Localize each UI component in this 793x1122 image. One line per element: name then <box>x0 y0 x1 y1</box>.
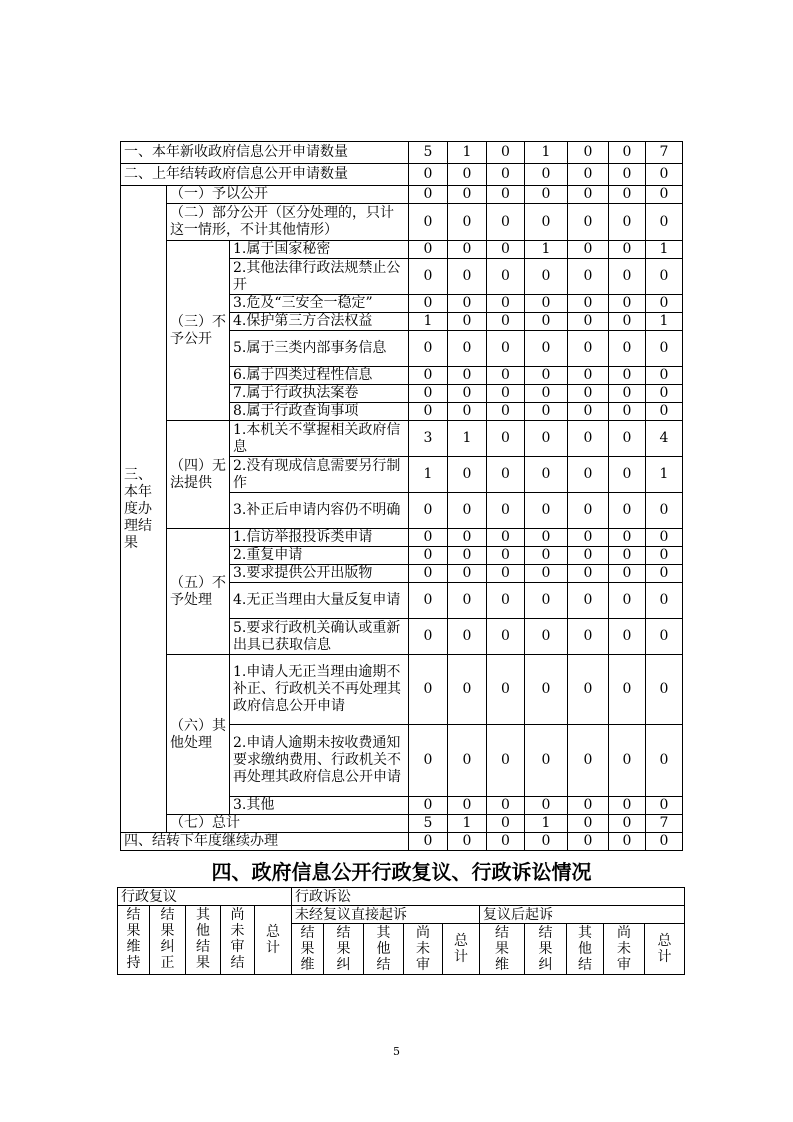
value-cell: 0 <box>448 295 487 313</box>
value-cell: 0 <box>646 331 683 367</box>
value-cell: 0 <box>646 547 683 565</box>
value-cell: 0 <box>448 619 487 655</box>
row-label: 6.属于四类过程性信息 <box>230 367 409 385</box>
value-cell: 0 <box>487 295 525 313</box>
value-cell: 0 <box>487 241 525 259</box>
review-col-0: 结果维持 <box>118 906 150 975</box>
value-cell: 0 <box>568 457 609 493</box>
value-cell: 0 <box>646 493 683 529</box>
group-label-g5: （五）不予处理 <box>167 529 230 655</box>
row-label: 3.其他 <box>230 797 409 815</box>
value-cell: 0 <box>448 529 487 547</box>
value-cell: 0 <box>568 725 609 797</box>
value-cell: 0 <box>409 164 448 186</box>
value-cell: 0 <box>525 619 568 655</box>
row-label: 4.无正当理由大量反复申请 <box>230 583 409 619</box>
value-cell: 0 <box>487 493 525 529</box>
row-label: 3.补正后申请内容仍不明确 <box>230 493 409 529</box>
value-cell: 0 <box>646 619 683 655</box>
value-cell: 0 <box>487 259 525 295</box>
value-cell: 1 <box>409 313 448 331</box>
review-litigation-table <box>117 887 685 975</box>
value-cell: 0 <box>525 367 568 385</box>
value-cell: 0 <box>487 725 525 797</box>
after-col-0: 结果维 <box>480 924 525 975</box>
value-cell: 0 <box>525 529 568 547</box>
value-cell: 0 <box>568 295 609 313</box>
value-cell: 1 <box>646 241 683 259</box>
group-label-g6: （六）其他处理 <box>167 655 230 815</box>
row-label: 四、结转下年度继续办理 <box>121 833 409 851</box>
value-cell: 0 <box>609 204 646 241</box>
value-cell: 0 <box>525 331 568 367</box>
direct-col-2: 其他结 <box>364 924 404 975</box>
value-cell: 0 <box>487 457 525 493</box>
value-cell: 0 <box>487 797 525 815</box>
value-cell: 0 <box>409 797 448 815</box>
value-cell: 0 <box>487 583 525 619</box>
page-number: 5 <box>393 1045 400 1058</box>
value-cell: 0 <box>448 331 487 367</box>
value-cell: 0 <box>609 797 646 815</box>
value-cell: 0 <box>609 385 646 403</box>
value-cell: 0 <box>646 186 683 204</box>
row-carry-forward <box>121 833 683 851</box>
value-cell: 0 <box>609 583 646 619</box>
value-cell: 0 <box>646 725 683 797</box>
group-label-g3: （三）不予公开 <box>167 241 230 421</box>
value-cell: 7 <box>646 142 683 164</box>
value-cell: 0 <box>409 403 448 421</box>
section-four-heading: 四、政府信息公开行政复议、行政诉讼情况 <box>211 860 592 884</box>
value-cell: 0 <box>525 295 568 313</box>
value-cell: 0 <box>568 619 609 655</box>
value-cell: 1 <box>525 815 568 833</box>
row-g2 <box>121 204 683 241</box>
value-cell: 0 <box>525 493 568 529</box>
row-label: 2.没有现成信息需要另行制作 <box>230 457 409 493</box>
row-label: 2.重复申请 <box>230 547 409 565</box>
after-col-2: 其他结 <box>567 924 604 975</box>
value-cell: 0 <box>448 164 487 186</box>
value-cell: 0 <box>487 403 525 421</box>
value-cell: 0 <box>409 367 448 385</box>
after-col-3: 尚未审 <box>604 924 645 975</box>
value-cell: 0 <box>609 295 646 313</box>
value-cell: 0 <box>646 204 683 241</box>
value-cell: 0 <box>646 295 683 313</box>
value-cell: 0 <box>487 421 525 457</box>
value-cell: 0 <box>409 385 448 403</box>
value-cell: 0 <box>609 725 646 797</box>
row-new-requests <box>121 142 683 164</box>
value-cell: 0 <box>487 142 525 164</box>
value-cell: 0 <box>568 241 609 259</box>
value-cell: 0 <box>646 565 683 583</box>
value-cell: 0 <box>568 421 609 457</box>
value-cell: 0 <box>525 204 568 241</box>
value-cell: 0 <box>646 367 683 385</box>
value-cell: 5 <box>409 815 448 833</box>
value-cell: 0 <box>609 457 646 493</box>
value-cell: 0 <box>409 186 448 204</box>
value-cell: 0 <box>609 313 646 331</box>
value-cell: 0 <box>487 529 525 547</box>
value-cell: 0 <box>568 529 609 547</box>
value-cell: 0 <box>568 186 609 204</box>
value-cell: 0 <box>568 142 609 164</box>
direct-col-total: 总计 <box>443 924 480 975</box>
value-cell: 0 <box>525 797 568 815</box>
value-cell: 0 <box>487 619 525 655</box>
row-label: 1.属于国家秘密 <box>230 241 409 259</box>
value-cell: 0 <box>609 331 646 367</box>
value-cell: 0 <box>646 403 683 421</box>
value-cell: 0 <box>409 529 448 547</box>
row-label: 二、上年结转政府信息公开申请数量 <box>121 164 409 186</box>
value-cell: 0 <box>409 565 448 583</box>
value-cell: 0 <box>525 259 568 295</box>
value-cell: 1 <box>448 142 487 164</box>
value-cell: 1 <box>448 815 487 833</box>
value-cell: 0 <box>568 367 609 385</box>
value-cell: 0 <box>487 833 525 851</box>
value-cell: 0 <box>487 331 525 367</box>
value-cell: 0 <box>609 565 646 583</box>
value-cell: 1 <box>448 421 487 457</box>
value-cell: 0 <box>646 583 683 619</box>
value-cell: 0 <box>646 833 683 851</box>
value-cell: 0 <box>609 815 646 833</box>
value-cell: 0 <box>487 204 525 241</box>
value-cell: 0 <box>568 164 609 186</box>
value-cell: 0 <box>525 725 568 797</box>
value-cell: 0 <box>448 833 487 851</box>
value-cell: 0 <box>609 493 646 529</box>
after-review-suit-header: 复议后起诉 <box>480 906 685 924</box>
value-cell: 0 <box>646 164 683 186</box>
value-cell: 0 <box>448 313 487 331</box>
value-cell: 1 <box>646 457 683 493</box>
row-g6-1 <box>121 655 683 725</box>
direct-suit-header: 未经复议直接起诉 <box>292 906 480 924</box>
value-cell: 0 <box>487 164 525 186</box>
review-col-total: 总计 <box>255 906 292 975</box>
value-cell: 0 <box>409 655 448 725</box>
value-cell: 0 <box>448 797 487 815</box>
value-cell: 0 <box>568 259 609 295</box>
value-cell: 0 <box>568 313 609 331</box>
value-cell: 0 <box>609 619 646 655</box>
value-cell: 0 <box>448 457 487 493</box>
value-cell: 0 <box>448 583 487 619</box>
value-cell: 0 <box>487 186 525 204</box>
value-cell: 0 <box>609 367 646 385</box>
value-cell: 0 <box>409 547 448 565</box>
value-cell: 0 <box>448 725 487 797</box>
value-cell: 0 <box>525 403 568 421</box>
value-cell: 5 <box>409 142 448 164</box>
value-cell: 0 <box>448 565 487 583</box>
row-label: （二）部分公开（区分处理的，只计这一情形，不计其他情形） <box>167 204 409 241</box>
value-cell: 0 <box>409 241 448 259</box>
value-cell: 3 <box>409 421 448 457</box>
row-g5-1 <box>121 529 683 547</box>
value-cell: 0 <box>568 493 609 529</box>
value-cell: 0 <box>609 164 646 186</box>
after-col-1: 结果纠 <box>525 924 567 975</box>
value-cell: 0 <box>525 457 568 493</box>
row-label: 1.申请人无正当理由逾期不补正、行政机关不再处理其政府信息公开申请 <box>230 655 409 725</box>
row-g4-1 <box>121 421 683 457</box>
value-cell: 0 <box>525 655 568 725</box>
value-cell: 0 <box>525 186 568 204</box>
value-cell: 0 <box>487 565 525 583</box>
value-cell: 0 <box>487 815 525 833</box>
value-cell: 0 <box>609 421 646 457</box>
value-cell: 0 <box>609 403 646 421</box>
group-label-g4: （四）无法提供 <box>167 421 230 529</box>
value-cell: 0 <box>525 385 568 403</box>
value-cell: 0 <box>487 367 525 385</box>
value-cell: 0 <box>568 331 609 367</box>
section-three-label: 三、本年度办理结果 <box>121 186 167 833</box>
value-cell: 1 <box>525 241 568 259</box>
value-cell: 0 <box>568 583 609 619</box>
value-cell: 0 <box>409 331 448 367</box>
row-label: 5.属于三类内部事务信息 <box>230 331 409 367</box>
value-cell: 0 <box>487 547 525 565</box>
review-col-1: 结果纠正 <box>150 906 186 975</box>
value-cell: 0 <box>568 547 609 565</box>
value-cell: 0 <box>646 655 683 725</box>
value-cell: 0 <box>409 725 448 797</box>
value-cell: 0 <box>646 385 683 403</box>
admin-litigation-header: 行政诉讼 <box>292 888 685 906</box>
value-cell: 0 <box>646 529 683 547</box>
row-label: 8.属于行政查询事项 <box>230 403 409 421</box>
row-label: 1.本机关不掌握相关政府信息 <box>230 421 409 457</box>
value-cell: 0 <box>568 815 609 833</box>
value-cell: 0 <box>609 547 646 565</box>
row-label: 7.属于行政执法案卷 <box>230 385 409 403</box>
value-cell: 0 <box>448 385 487 403</box>
value-cell: 0 <box>609 241 646 259</box>
value-cell: 0 <box>409 204 448 241</box>
value-cell: 0 <box>448 367 487 385</box>
value-cell: 0 <box>487 655 525 725</box>
value-cell: 0 <box>409 259 448 295</box>
value-cell: 0 <box>609 142 646 164</box>
row-label: 4.保护第三方合法权益 <box>230 313 409 331</box>
value-cell: 4 <box>646 421 683 457</box>
row-label: （一）予以公开 <box>167 186 409 204</box>
value-cell: 0 <box>609 833 646 851</box>
value-cell: 0 <box>568 797 609 815</box>
value-cell: 0 <box>568 655 609 725</box>
value-cell: 0 <box>448 403 487 421</box>
value-cell: 1 <box>525 142 568 164</box>
direct-col-0: 结果维 <box>292 924 324 975</box>
value-cell: 0 <box>525 565 568 583</box>
row-label: 一、本年新收政府信息公开申请数量 <box>121 142 409 164</box>
value-cell: 0 <box>487 313 525 331</box>
value-cell: 0 <box>609 186 646 204</box>
value-cell: 0 <box>609 259 646 295</box>
value-cell: 0 <box>409 833 448 851</box>
value-cell: 1 <box>646 313 683 331</box>
stats-table <box>120 141 683 851</box>
row-label: 3.要求提供公开出版物 <box>230 565 409 583</box>
value-cell: 0 <box>568 833 609 851</box>
value-cell: 7 <box>646 815 683 833</box>
row-label: 2.其他法律行政法规禁止公开 <box>230 259 409 295</box>
review-col-3: 尚未审结 <box>221 906 255 975</box>
value-cell: 0 <box>525 313 568 331</box>
row-label: 3.危及“三安全一稳定” <box>230 295 409 313</box>
value-cell: 0 <box>448 547 487 565</box>
row-label: 2.申请人逾期未按收费通知要求缴纳费用、行政机关不再处理其政府信息公开申请 <box>230 725 409 797</box>
value-cell: 0 <box>609 655 646 725</box>
row-g7-total <box>121 815 683 833</box>
value-cell: 0 <box>646 259 683 295</box>
value-cell: 0 <box>525 833 568 851</box>
after-col-total: 总计 <box>645 924 685 975</box>
review-col-2: 其他结果 <box>186 906 221 975</box>
value-cell: 0 <box>568 565 609 583</box>
value-cell: 0 <box>525 583 568 619</box>
value-cell: 0 <box>409 583 448 619</box>
direct-col-3: 尚未审 <box>404 924 443 975</box>
admin-review-header: 行政复议 <box>118 888 292 906</box>
value-cell: 0 <box>609 529 646 547</box>
value-cell: 0 <box>568 385 609 403</box>
value-cell: 0 <box>646 797 683 815</box>
value-cell: 0 <box>448 259 487 295</box>
value-cell: 0 <box>448 655 487 725</box>
value-cell: 0 <box>448 493 487 529</box>
value-cell: 0 <box>448 204 487 241</box>
value-cell: 0 <box>409 619 448 655</box>
value-cell: 0 <box>525 421 568 457</box>
value-cell: 1 <box>409 457 448 493</box>
value-cell: 0 <box>568 403 609 421</box>
row-g3-1 <box>121 241 683 259</box>
value-cell: 0 <box>525 164 568 186</box>
value-cell: 0 <box>448 241 487 259</box>
direct-col-1: 结果纠 <box>324 924 364 975</box>
row-carried-over <box>121 164 683 186</box>
value-cell: 0 <box>448 186 487 204</box>
value-cell: 0 <box>525 547 568 565</box>
value-cell: 0 <box>568 204 609 241</box>
row-label: 1.信访举报投诉类申请 <box>230 529 409 547</box>
row-label: 5.要求行政机关确认或重新出具已获取信息 <box>230 619 409 655</box>
value-cell: 0 <box>409 295 448 313</box>
value-cell: 0 <box>409 493 448 529</box>
row-label: （七）总计 <box>167 815 409 833</box>
value-cell: 0 <box>487 385 525 403</box>
row-g1 <box>121 186 683 204</box>
